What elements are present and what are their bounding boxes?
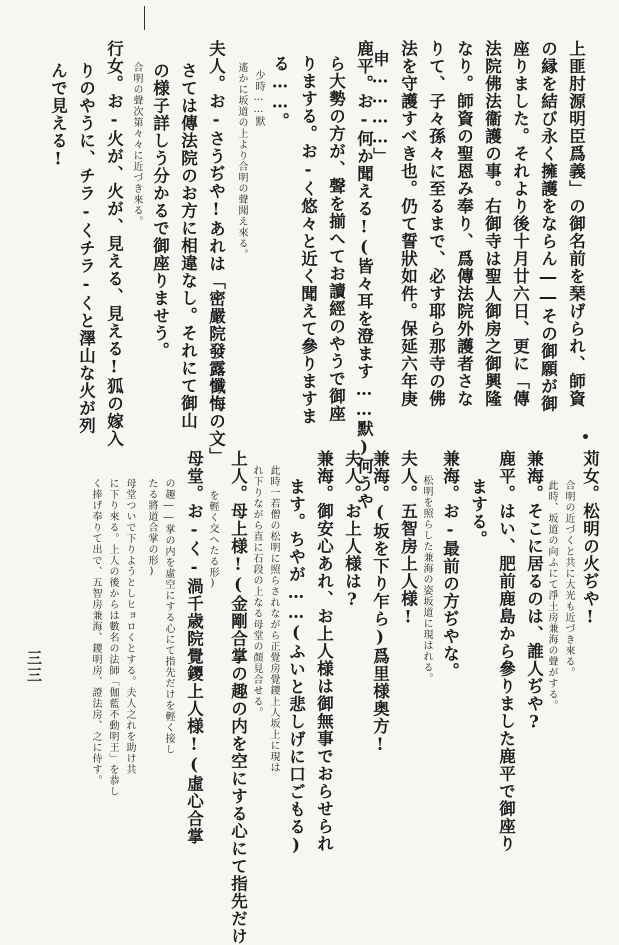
text-column: 座りました。それより後十月廿六日、更に「傳 (510, 40, 530, 408)
text-column: 合明の近づくと共に大光も近づき來る。 (563, 480, 574, 678)
text-column: りのやうに、チラ-くチラ-くと澤山な火が列 (76, 62, 96, 435)
text-column: 兼海。お-最前の方ぢやな。 (440, 450, 460, 680)
text-column: を輕く交へたる形) (207, 490, 218, 590)
text-column: れ下りながら直に石段の上なる母堂の顏見合せる。 (251, 465, 262, 718)
text-column: 少時……默 (253, 70, 264, 127)
text-column: 夫人。お-さうぢや!あれは「密嚴院發露懺悔の文」 (206, 40, 226, 465)
text-column: 夫人。お上人様は? (342, 450, 362, 610)
text-column: る……。 (270, 55, 290, 130)
text-column: 松明を照らした兼海の姿坂道に現はれる。 (421, 475, 432, 684)
text-column: く捧げ奉りて出で、五智房兼海、鑁明房、證法房、之に侍す。 (90, 478, 101, 786)
text-column: 法院佛法衞護の事。右御寺は聖人御房之御興隆 (482, 40, 502, 408)
text-column: 行女。お-火が、火が、見える、見える!狐の嫁入 (104, 40, 124, 448)
text-column: 夫人。五智房上人様! (398, 450, 418, 628)
text-column: ます。ちやが……(ふいと悲しげに口ごもる) (286, 478, 306, 856)
text-column: の縁を結び永く擁護をならん――その御願が御 (538, 40, 558, 413)
text-column: なり。師資の聖恩み奉り、爲傳法院外護者さな (454, 40, 474, 408)
page-number: 三三 (25, 650, 43, 684)
text-column: 兼海。(坂を下り乍ら)爲里様奥方! (370, 450, 390, 755)
text-column: の趣――掌の内を虛空にする心にて指先だけを輕く接し (163, 478, 174, 755)
text-column: んで見える! (48, 62, 68, 170)
text-column: の様子詳しう分かるで御座りませう。 (150, 62, 170, 360)
text-column: 此時一若僧の松明に照らされながら正覺房覺鑁上人坂上に現は (268, 465, 279, 773)
text-column: 兼海。そこに居るのは、誰人ぢや? (524, 450, 544, 733)
text-column: りて、子々孫々に至るまで、必す耶ら那寺の佛 (426, 40, 446, 408)
text-column: たる將道合掌の形) (146, 478, 157, 578)
text-column: 鹿平。はい、肥前鹿島から參りました鹿平で御座り (496, 450, 516, 853)
text-column: りまする。お-く悠々と近く聞えて參りますま (298, 55, 318, 425)
text-column: まする。 (468, 478, 488, 548)
text-column: 此時、坂道の向ふにて淨土房兼海の聲がする。 (546, 480, 557, 711)
text-column: さては傳法院のお方に相違なし。それにて御山 (178, 62, 198, 430)
text-column: 兼海。御安心あれ、お上人様は御無事でおらせられ (314, 450, 334, 853)
text-column: 遙かに坂道の上より合明の聲聞え來る。 (236, 62, 247, 260)
text-column: 合明の聲次第々々に近づき來る。 (131, 62, 142, 227)
text-column: 苅女。松明の火ぢや! (580, 450, 600, 628)
text-column: 上人。母上様!(金剛合掌の趣の内を空にする心にて指先だけ (228, 450, 248, 945)
text-column: 母堂。お-く-渦千歳院覺鑁上人様!(虛心合掌 (184, 450, 204, 845)
text-column: 母堂ついで下りようとしヒョロくとする。夫人之れを助け共 (124, 478, 135, 775)
margin-mark (144, 6, 145, 30)
text-column: 鹿平。お-何か聞える!(皆々耳を澄ます……默)何うや (354, 40, 374, 510)
text-column: 法を守護すべき也。仍て誓狀如件。保延六年庚 (398, 40, 418, 408)
text-column: に下り來る。上人の後からは數名の法師「伽藍不動明王」を恭し (107, 478, 118, 797)
margin-dot (583, 434, 588, 439)
text-column: 申…………」 (370, 50, 390, 165)
text-column: ら大勢の方が、聲を揃へてお讀經のやうで御座 (326, 55, 346, 423)
text-column: 上匪肘源明臣爲義」の御名前を琹げられ、師資 (566, 40, 586, 408)
